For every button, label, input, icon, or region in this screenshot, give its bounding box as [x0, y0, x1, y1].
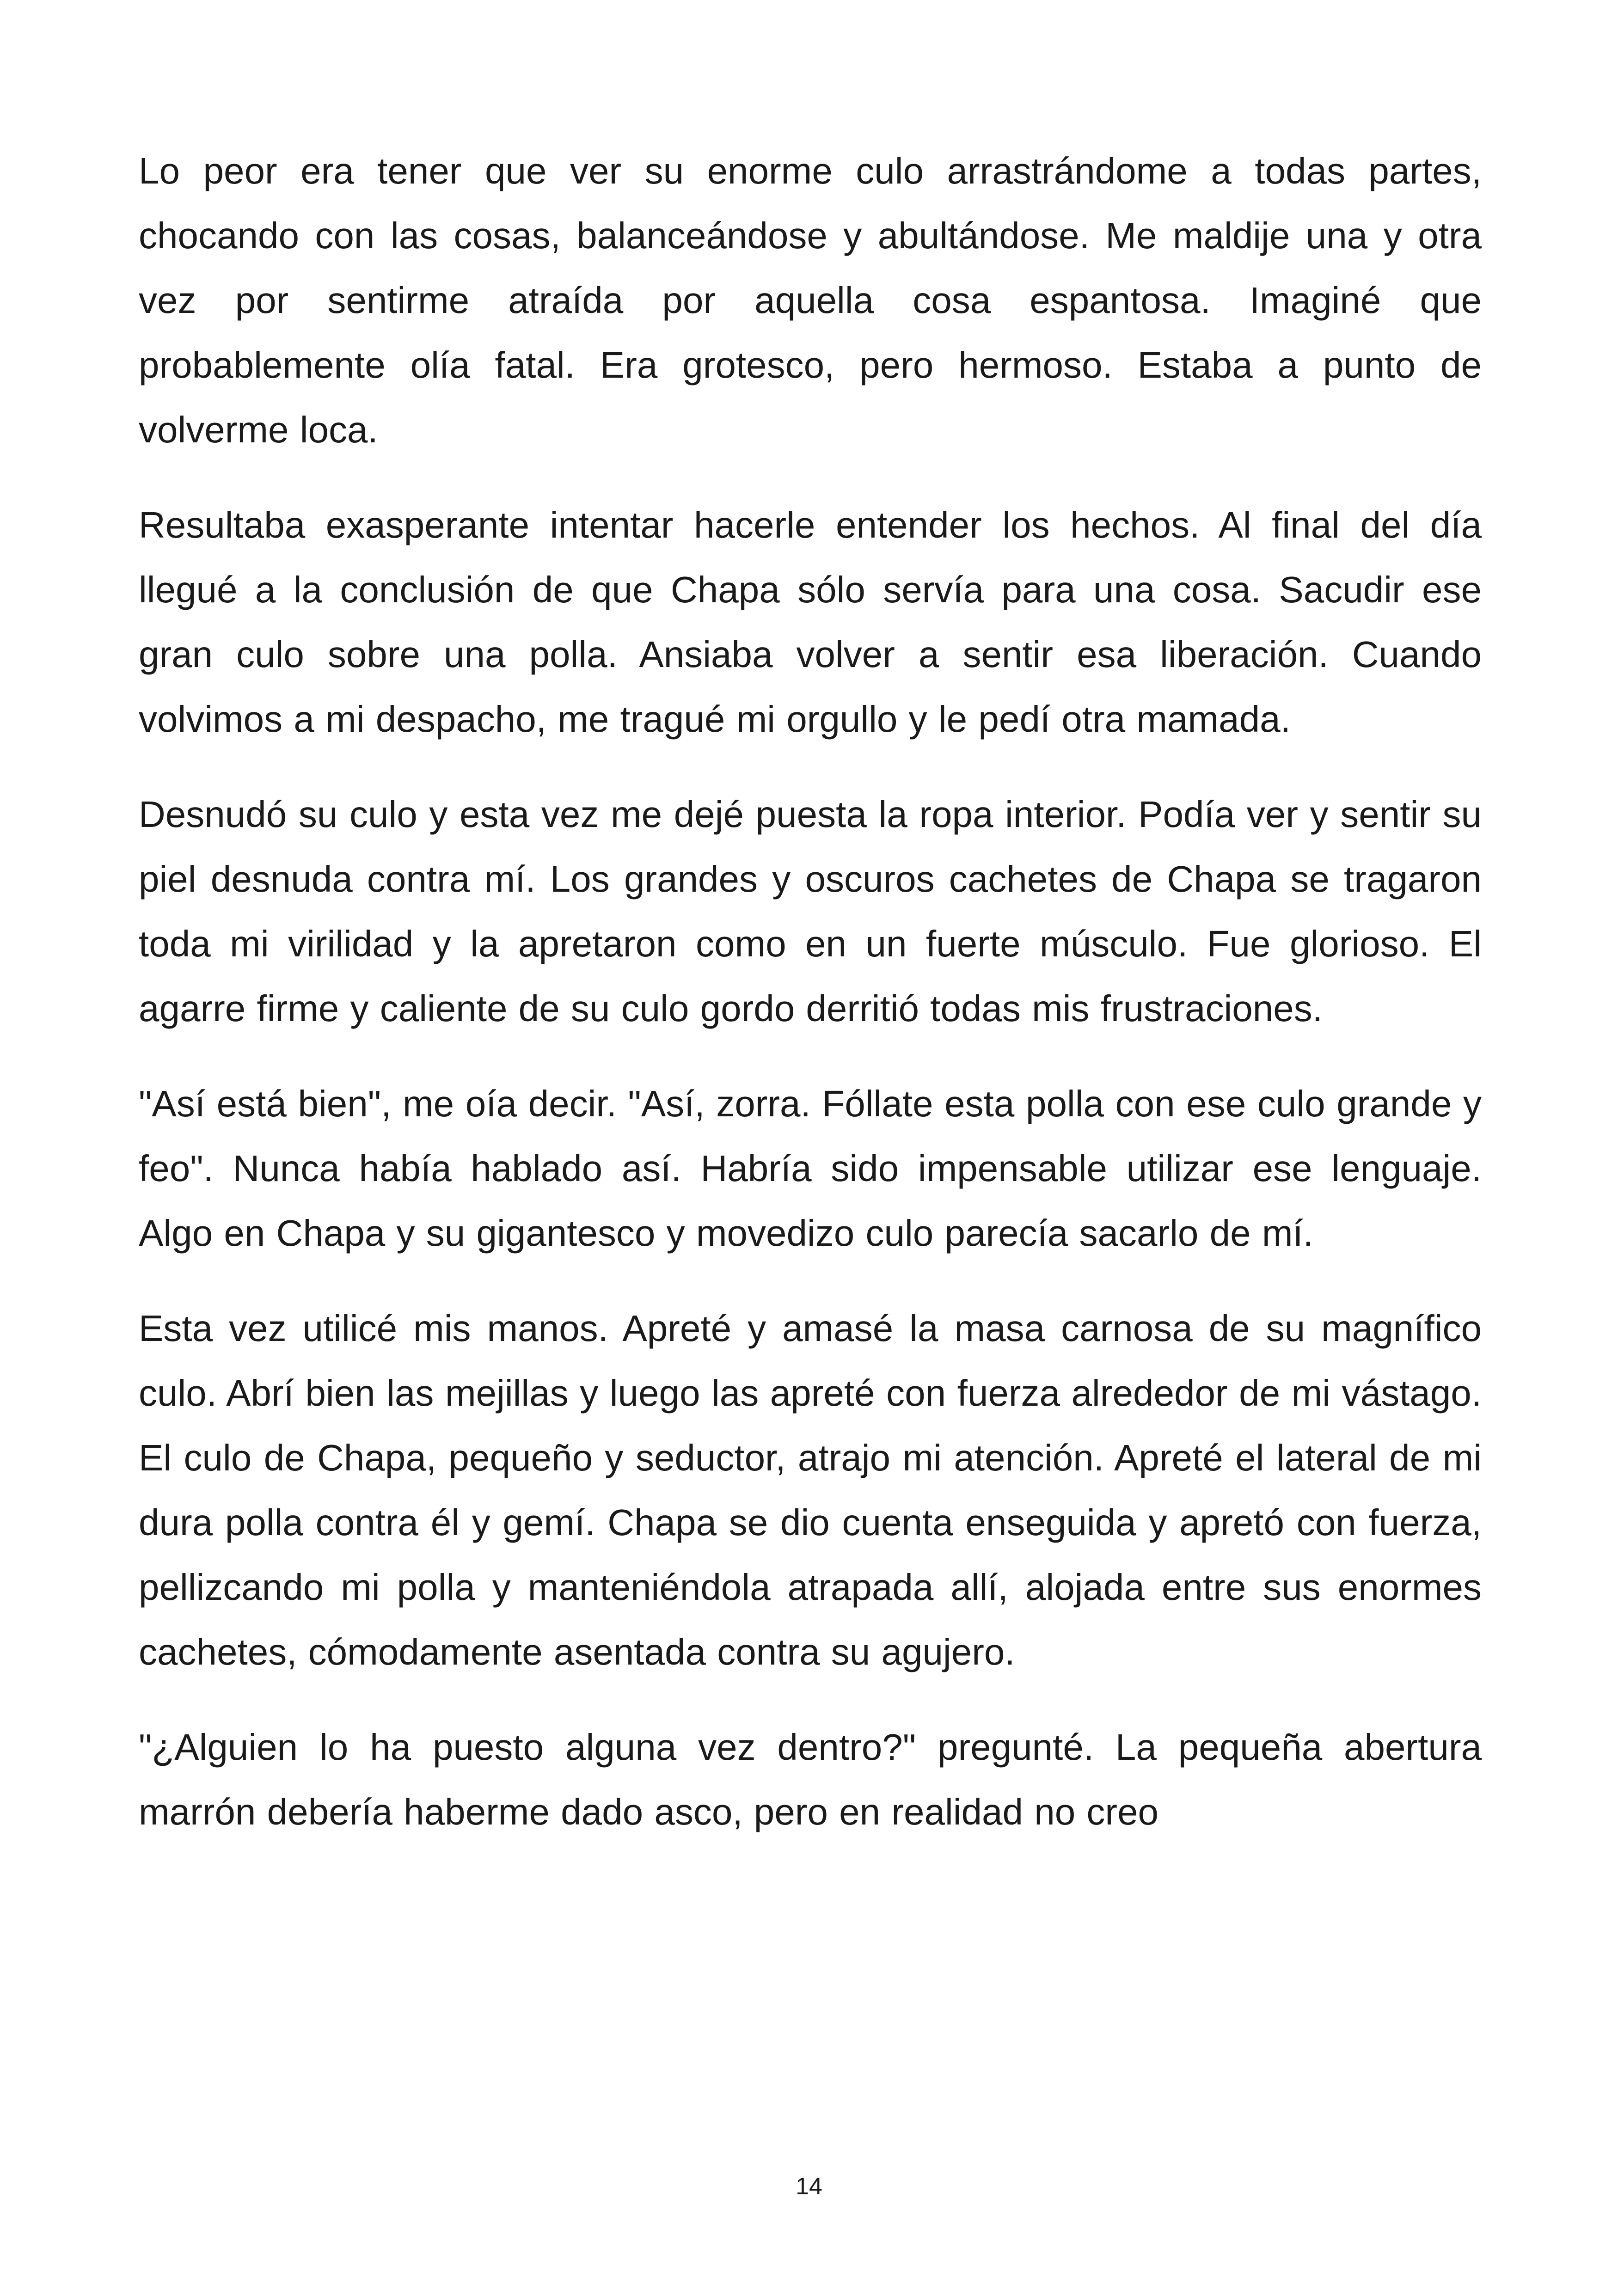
text-body	[139, 139, 1482, 1875]
paragraph-1: Lo peor era tener que ver su enorme culo arrastrándome a todas partes, chocando con las cosas, balanceándose y abultándose. Me maldije una y otra vez por sentirme atraída por aquella cosa espantosa. Imaginé que probablemente olía fatal. Era grotesco, pero hermoso. Estaba a punto de volverme loca.	[139, 150, 1482, 450]
paragraph-3: Desnudó su culo y esta vez me dejé puesta la ropa interior. Podía ver y sentir su piel desnuda contra mí. Los grandes y oscuros cachetes de Chapa se tragaron toda mi virilidad y la apretaron como en un fuerte músculo. Fue glorioso. El agarre firme y caliente de su culo gordo derritió todas mis frustraciones.	[139, 794, 1482, 1029]
paragraph-2: Resultaba exasperante intentar hacerle entender los hechos. Al final del día llegué a la conclusión de que Chapa sólo servía para una cosa. Sacudir ese gran culo sobre una polla. Ansiaba volver a sentir esa liberación. Cuando volvimos a mi despacho, me tragué mi orgullo y le pedí otra mamada.	[139, 504, 1482, 740]
paragraph-4: "Así está bien", me oía decir. "Así, zorra. Fóllate esta polla con ese culo grande y feo". Nunca había hablado así. Habría sido impensable utilizar ese lenguaje. Algo en Chapa y su gigantesco y movedizo culo parecía sacarlo de mí.	[139, 1083, 1482, 1254]
page-number: 14	[796, 2173, 822, 2200]
paragraph-5: Esta vez utilicé mis manos. Apreté y amasé la masa carnosa de su magnífico culo. Abrí bien las mejillas y luego las apreté con fuerza alrededor de mi vástago. El culo de Chapa, pequeño y seductor, atrajo mi atención. Apreté el lateral de mi dura polla contra él y gemí. Chapa se dio cuenta enseguida y apretó con fuerza, pellizcando mi polla y manteniéndola atrapada allí, alojada entre sus enormes cachetes, cómodamente asentada contra su agujero.	[139, 1308, 1482, 1672]
paragraph-6: "¿Alguien lo ha puesto alguna vez dentro?" pregunté. La pequeña abertura marrón debería haberme dado asco, pero en realidad no creo	[139, 1727, 1482, 1832]
